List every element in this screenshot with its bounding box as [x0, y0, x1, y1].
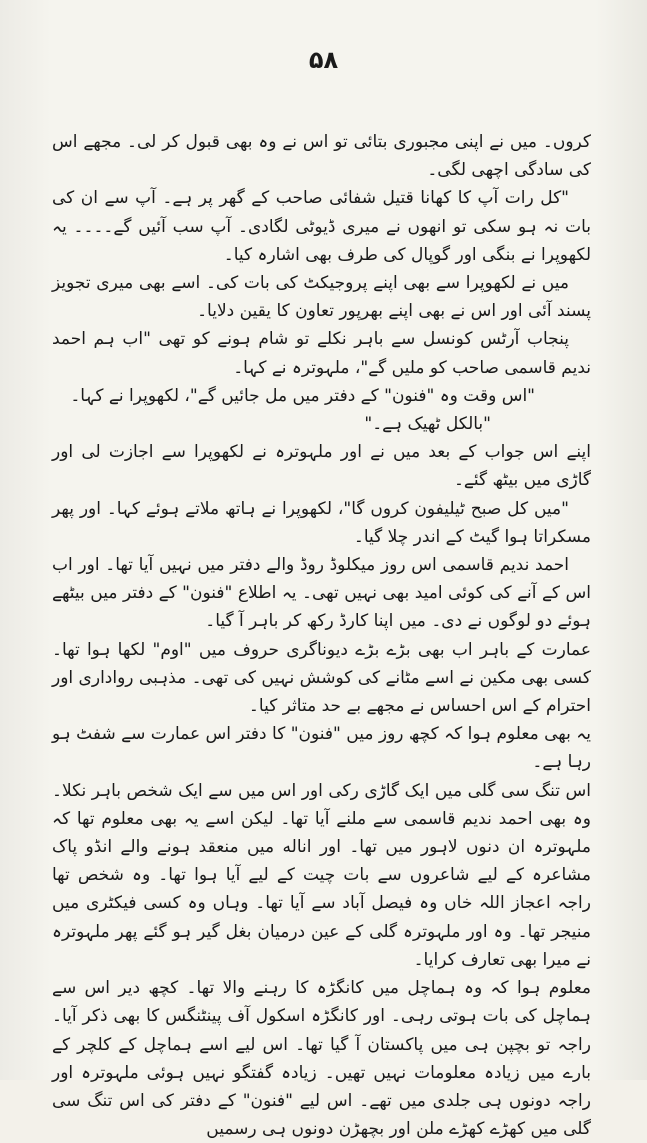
paragraph: پنجاب آرٹس کونسل سے باہر نکلے تو شام ہونے کو تھی "اب ہم احمد ندیم قاسمی صاحب کو ملیں گے"، ملہوترہ نے کہا۔ [52, 329, 591, 378]
paragraph: "اس وقت وہ "فنون" کے دفتر میں مل جائیں گے"، لکھوپرا نے کہا۔ [70, 385, 535, 406]
paragraph: اس تنگ سی گلی میں ایک گاڑی رکی اور اس میں سے ایک شخص باہر نکلا۔ وہ بھی احمد ندیم قاسمی سے ملنے آیا تھا۔ لیکن اسے یہ بھی معلوم تھا کہ ملہوترہ ان دنوں لاہور میں تھا۔ اور اناله میں منعقد ہونے والے انڈو پاک مشاعرہ کے لیے شاعروں سے بات چیت کے لیے آیا ہوا تھا۔ وہ شخص تھا راجہ اعجاز اللہ خاں وہ فیصل آباد سے آیا تھا۔ وہاں وہ کسی فیکٹری میں منیجر تھا۔ وہ اور ملہوترہ گلی کے عین درمیان بغل گیر ہو گئے پھر ملہوترہ نے میرا بھی تعارف کرایا۔ [52, 780, 591, 970]
body-text [52, 128, 591, 1143]
paragraph: عمارت کے باہر اب بھی بڑے بڑے دیوناگری حروف میں "اوم" لکھا ہوا تھا۔ کسی بھی مکین نے اسے مٹانے کی کوشش نہیں کی تھی۔ مذہبی رواداری اور احترام کے اس احساس نے مجھے بے حد متاثر کیا۔ [52, 639, 591, 717]
paragraph: اپنے اس جواب کے بعد میں نے اور ملہوترہ نے لکھوپرا سے اجازت لی اور گاڑی میں بیٹھ گئے۔ [52, 442, 591, 491]
paragraph: "بالکل ٹھیک ہے۔" [364, 414, 491, 435]
paragraph: یہ بھی معلوم ہوا کہ کچھ روز میں "فنون" کا دفتر اس عمارت سے شفٹ ہو رہا ہے۔ [52, 724, 591, 773]
paragraph: "میں کل صبح ٹیلیفون کروں گا"، لکھوپرا نے ہاتھ ملاتے ہوئے کہا۔ اور پھر مسکراتا ہوا گیٹ کے اندر چلا گیا۔ [52, 498, 591, 547]
paragraph: کروں۔ میں نے اپنی مجبوری بتائی تو اس نے وہ بھی قبول کر لی۔ مجھے اس کی سادگی اچھی لگی۔ [52, 132, 591, 181]
paragraph: معلوم ہوا کہ وہ ہماچل میں کانگڑہ کا رہنے والا تھا۔ کچھ دیر اس سے ہماچل کی بات ہوتی رہی۔ اور کانگڑہ اسکول آف پینٹنگس کا بھی ذکر آیا۔ راجہ تو بچپن ہی میں پاکستان آ گیا تھا۔ اس لیے اسے ہماچل کے کلچر کے بارے میں زیادہ معلومات نہیں تھیں۔ زیادہ گفتگو نہیں ہوئی ملہوترہ اور راجہ دونوں ہی جلدی میں تھے۔ اس لیے "فنون" کے دفتر کی اس تنگ سی گلی میں کھڑے کھڑے ملن اور بچھڑن دونوں ہی رسمیں [52, 978, 591, 1140]
paragraph: احمد ندیم قاسمی اس روز میکلوڈ روڈ والے دفتر میں نہیں آیا تھا۔ اور اب اس کے آنے کی کوئی امید بھی نہیں تھی۔ یہ اطلاع "فنون" کے دفتر میں بیٹھے ہوئے دو لوگوں نے دی۔ میں اپنا کارڈ رکھ کر باہر آ گیا۔ [52, 555, 591, 632]
paragraph: میں نے لکھوپرا سے بھی اپنے پروجیکٹ کی بات کی۔ اسے بھی میری تجویز پسند آئی اور اس نے بھی اپنے بھرپور تعاون کا یقین دلایا۔ [52, 273, 591, 322]
paragraph: "کل رات آپ کا کھانا قتیل شفائی صاحب کے گھر پر ہے۔ آپ سے ان کی بات نہ ہو سکی تو انھوں نے میری ڈیوٹی لگادی۔ آپ سب آئیں گے۔۔۔۔ یہ لکھوپرا نے بنگی اور گوپال کی طرف بھی اشارہ کیا۔ [52, 188, 591, 265]
page-number: ۵۸ [308, 46, 339, 74]
